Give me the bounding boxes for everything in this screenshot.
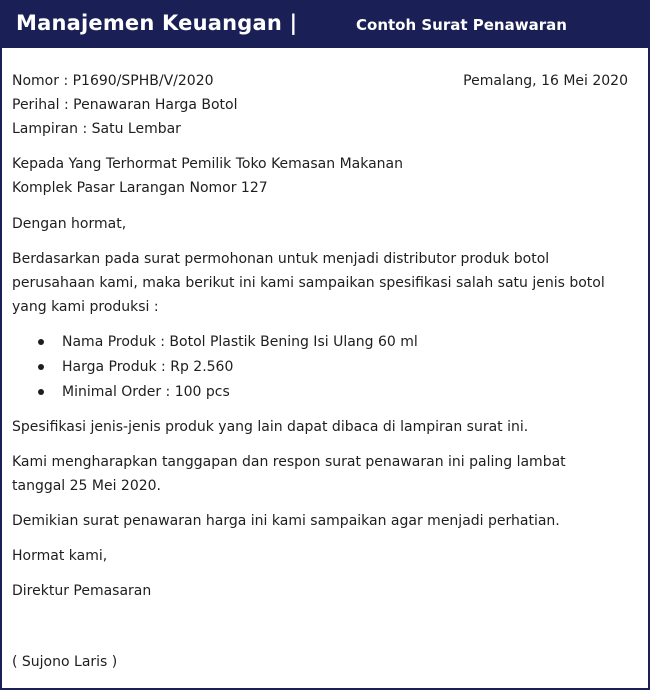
bullet-icon <box>38 339 44 345</box>
letter-subject: Perihal : Penawaran Harga Botol <box>12 97 238 113</box>
bullet-icon <box>38 389 44 395</box>
letter-place-date: Pemalang, 16 Mei 2020 <box>463 73 628 89</box>
bullet-icon <box>38 364 44 370</box>
intro-line: perusahaan kami, maka berikut ini kami sampaikan spesifikasi salah satu jenis botol <box>12 275 605 291</box>
intro-line: Berdasarkan pada surat permohonan untuk menjadi distributor produk botol <box>12 251 550 267</box>
header-subtitle: Contoh Surat Penawaran <box>356 16 567 34</box>
expect-line: Kami mengharapkan tanggapan dan respon surat penawaran ini paling lambat <box>12 454 566 470</box>
signer-name: ( Sujono Laris ) <box>12 654 118 670</box>
recipient-line: Komplek Pasar Larangan Nomor 127 <box>12 180 268 196</box>
spec-item: Minimal Order : 100 pcs <box>62 384 230 400</box>
intro-line: yang kami produksi : <box>12 299 159 315</box>
other-specs-note: Spesifikasi jenis-jenis produk yang lain dapat dibaca di lampiran surat ini. <box>12 419 529 435</box>
signer-position: Direktur Pemasaran <box>12 583 152 599</box>
header-title: Manajemen Keuangan | <box>16 11 298 35</box>
regards: Hormat kami, <box>12 548 108 564</box>
letter-number: Nomor : P1690/SPHB/V/2020 <box>12 73 214 89</box>
letter-attachment: Lampiran : Satu Lembar <box>12 121 181 137</box>
expect-line: tanggal 25 Mei 2020. <box>12 478 162 494</box>
spec-item: Harga Produk : Rp 2.560 <box>62 359 234 375</box>
recipient-line: Kepada Yang Terhormat Pemilik Toko Kemasan Makanan <box>12 156 404 172</box>
spec-item: Nama Produk : Botol Plastik Bening Isi Ulang 60 ml <box>62 334 418 350</box>
closing-line: Demikian surat penawaran harga ini kami sampaikan agar menjadi perhatian. <box>12 513 560 529</box>
letter-greeting: Dengan hormat, <box>12 216 127 232</box>
header-banner <box>2 2 648 48</box>
